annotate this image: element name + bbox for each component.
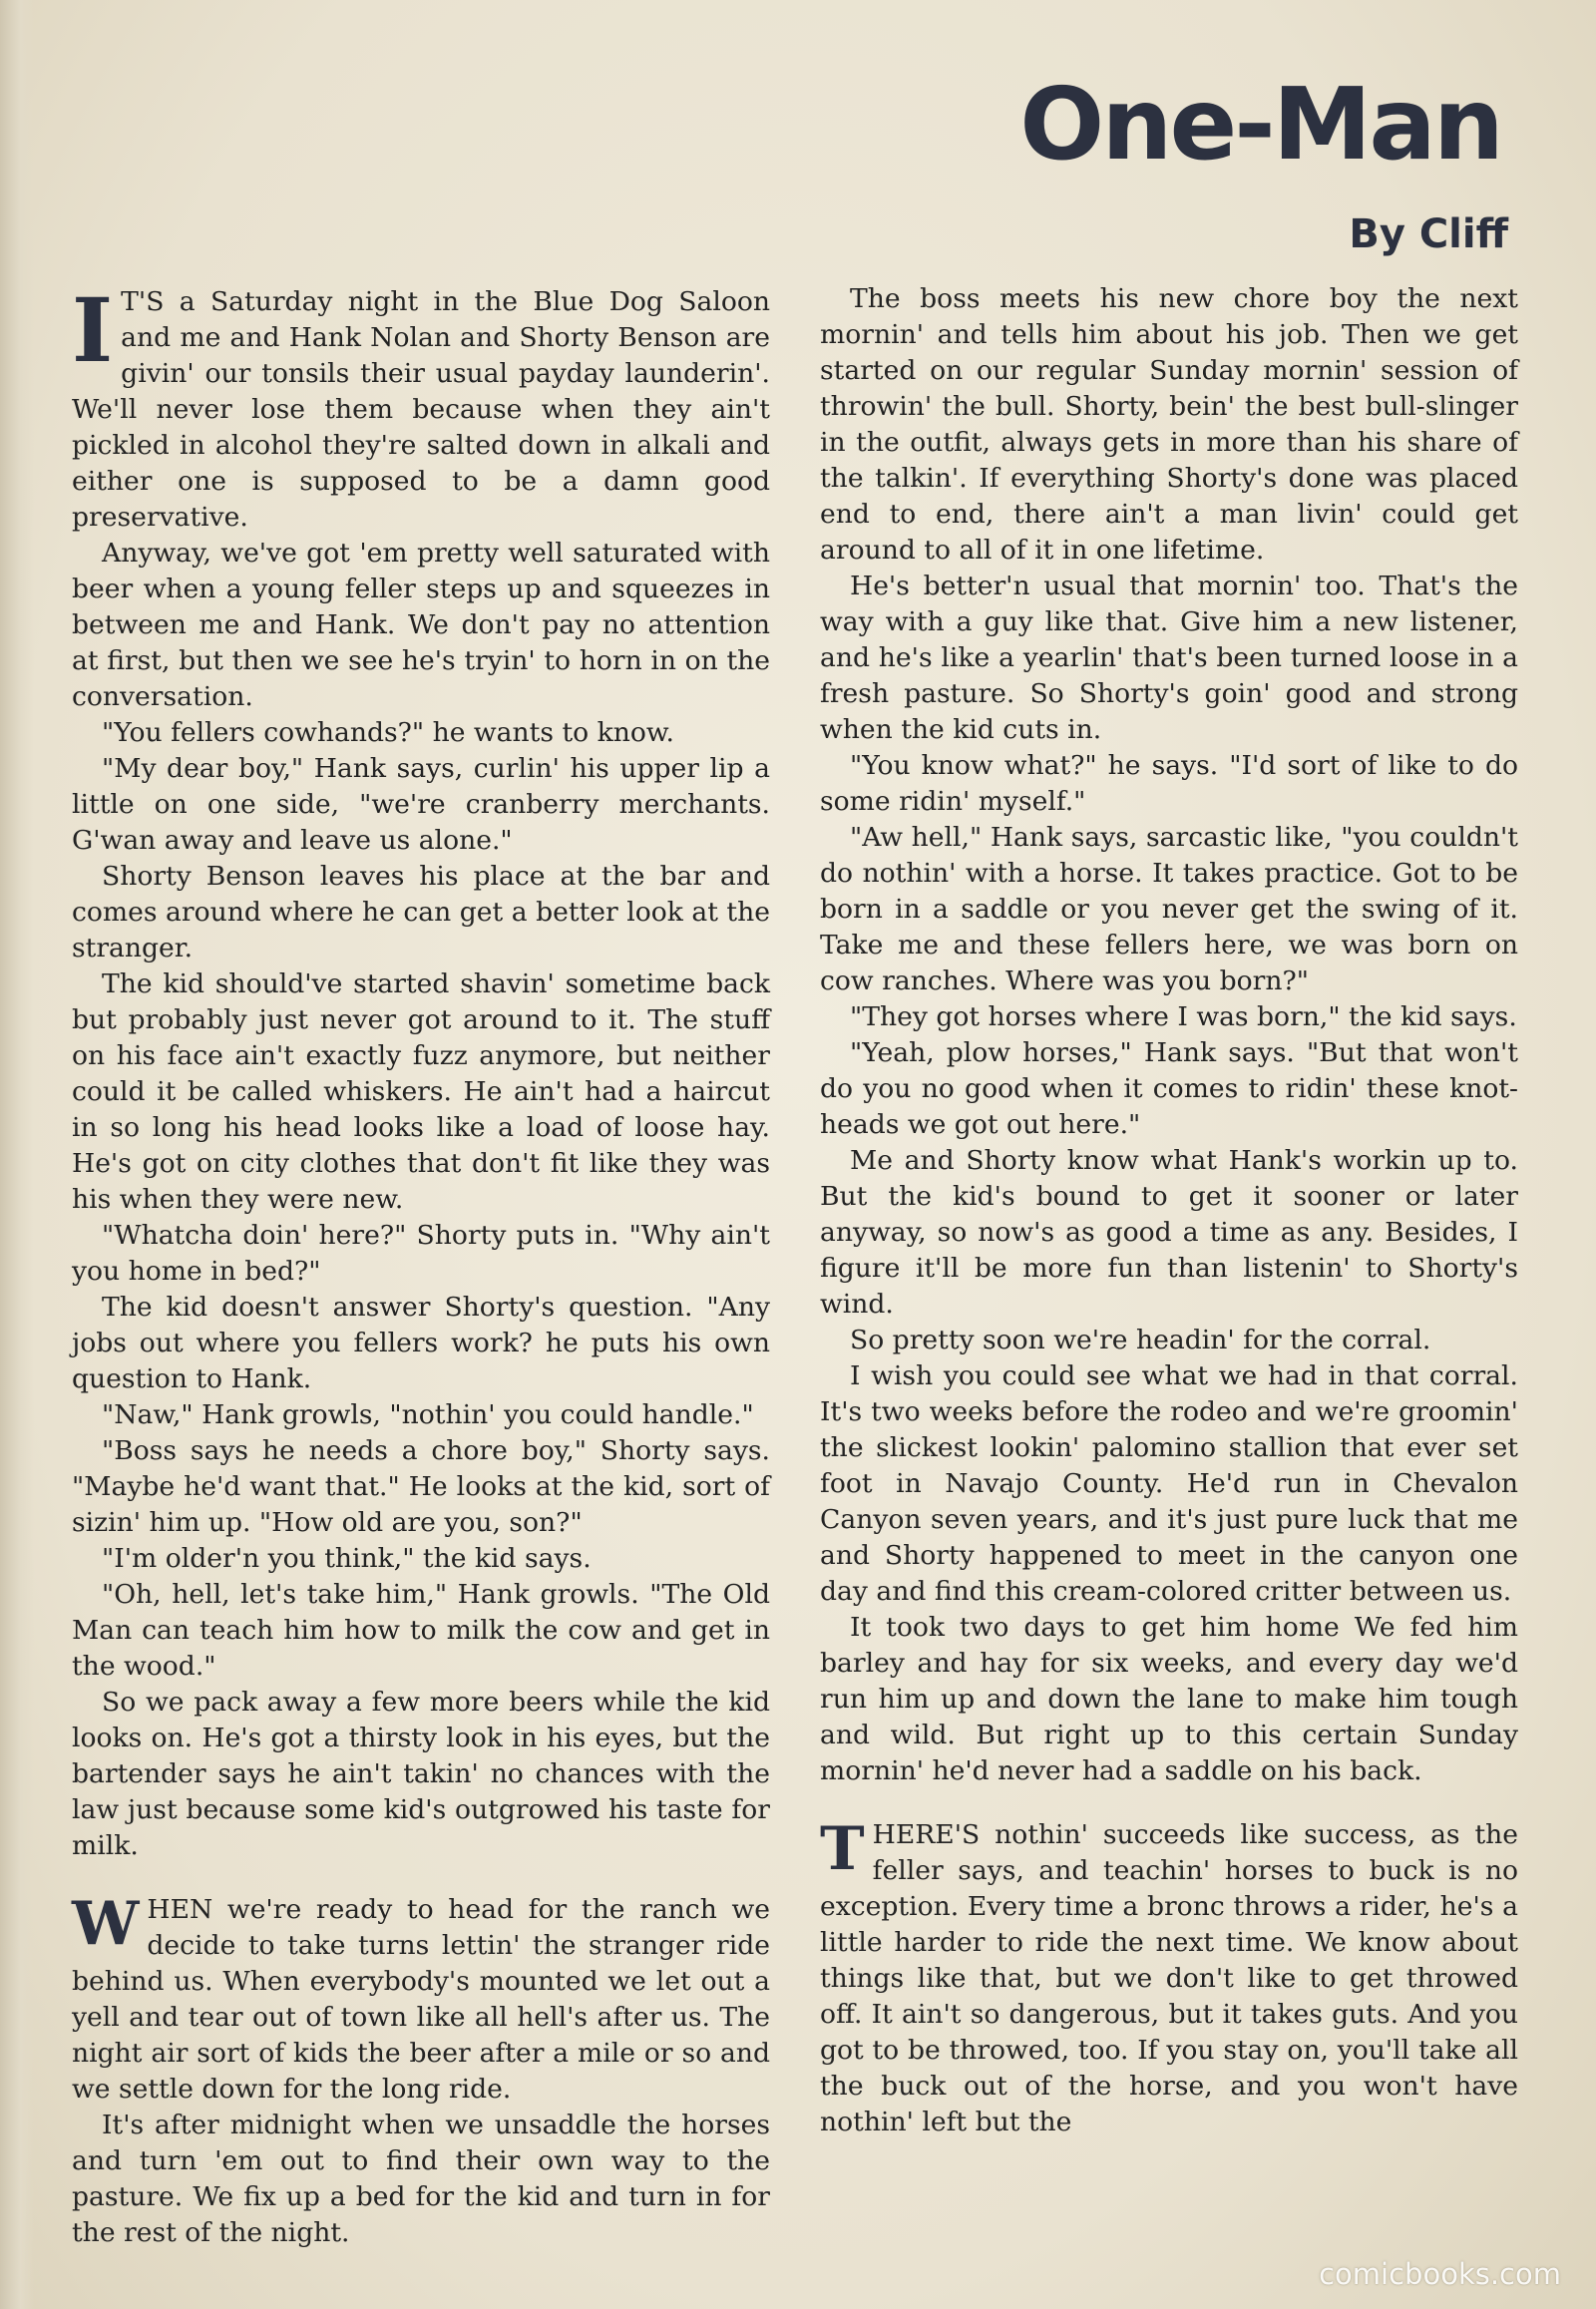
lead-in: HERE'S [872, 1819, 981, 1850]
page-spine-shadow [0, 0, 34, 2309]
paragraph: The boss meets his new chore boy the next mornin' and tells him about his job. Then we get started on our regular Sunday mornin' session of throwin' the bull. Shorty, bein' the best bull-slinger in the outfit, always gets in more than his share of the talkin'. If everything Shorty's done was placed end to end, there ain't a man livin' could get around to all of it in one lifetime. [820, 283, 1518, 566]
paragraph: It's after midnight when we unsaddle the horses and turn 'em out to find their own way to the pasture. We fix up a bed for the kid and turn in for the rest of the night. [72, 2110, 770, 2248]
paragraph: "Oh, hell, let's take him," Hank growls. "The Old Man can teach him how to milk the cow and get in the wood." [72, 1579, 770, 1682]
paragraph [72, 278, 770, 536]
paragraph-text: we're ready to head for the ranch we decide to take turns lettin' the stranger ride behind us. When everybody's mounted we let out a yell and tear out of town like all hell's after us. The night air sort of kids the beer after a mile or so and we settle down for the long ride. [72, 1894, 770, 2105]
story-title: One-Man [1019, 66, 1501, 183]
paragraph-text: nothin' succeeds like success, as the feller says, and teachin' horses to buck is no exception. Every time a bronc throws a rider, he's a little harder to ride the next time. We know about things like that, but we don't like to get throwed off. It ain't so dangerous, but it takes guts. And you got to be throwed, too. If you stay on, you'll take all the buck out of the horse, and you won't have nothin' left but the [820, 1819, 1518, 2137]
paragraph: So pretty soon we're headin' for the corral. [850, 1325, 1431, 1355]
paragraph: It took two days to get him home We fed him barley and hay for six weeks, and every day we'd run him up and down the lane to make him tough and wild. But right up to this certain Sunday mornin' he'd never had a saddle on his back. [820, 1612, 1518, 1786]
section-break [820, 1789, 1518, 1817]
text-column-right [820, 281, 1518, 2140]
drop-cap: T [820, 1814, 865, 1884]
paragraph: Anyway, we've got 'em pretty well saturated with beer when a young feller steps up and squeezes in between me and Hank. We don't pay no attention at first, but then we see he's tryin' to horn in on the conversation. [72, 538, 770, 712]
paragraph: "Aw hell," Hank says, sarcastic like, "you couldn't do nothin' with a horse. It takes practice. Got to be born in a saddle or you never get the swing of it. Take me and these fellers here, we was born on cow ranches. Where was you born?" [820, 822, 1518, 996]
paragraph: "You fellers cowhands?" he wants to know. [102, 717, 674, 748]
drop-cap: W [72, 1889, 140, 1959]
paragraph: "They got horses where I was born," the kid says. [850, 1001, 1517, 1032]
paragraph [820, 1814, 1518, 2140]
paragraph: "You know what?" he says. "I'd sort of like to do some ridin' myself." [820, 750, 1518, 817]
paragraph: "Boss says he needs a chore boy," Shorty says. "Maybe he'd want that." He looks at the kid, sort of sizin' him up. "How old are you, son?" [72, 1435, 770, 1538]
section-break [72, 1864, 770, 1892]
paragraph: He's better'n usual that mornin' too. That's the way with a guy like that. Give him a new listener, and he's like a yearlin' that's been turned loose in a fresh pasture. So Shorty's goin' good and strong when the kid cuts in. [820, 571, 1518, 745]
drop-cap: I [72, 278, 114, 382]
lead-in: T'S [121, 286, 165, 317]
paragraph-text: a Saturday night in the Blue Dog Saloon and me and Hank Nolan and Shorty Benson are givin' our tonsils their usual payday launderin'. We'll never lose them because when they ain't pickled in alcohol they're salted down in alkali and either one is supposed to be a damn good preservative. [72, 286, 770, 533]
paragraph: Shorty Benson leaves his place at the bar and comes around where he can get a better look at the stranger. [72, 861, 770, 963]
paragraph: "Yeah, plow horses," Hank says. "But that won't do you no good when it comes to ridin' these knot-heads we got out here." [820, 1037, 1518, 1140]
paragraph: I wish you could see what we had in that corral. It's two weeks before the rodeo and we're groomin' the slickest lookin' palomino stallion that ever set foot in Navajo County. He'd run in Chevalon Canyon seven years, and it's just pure luck that me and Shorty happened to meet in the canyon one day and find this cream-colored critter between us. [820, 1360, 1518, 1607]
paragraph [72, 1889, 770, 2108]
paragraph: The kid doesn't answer Shorty's question. "Any jobs out where you fellers work? he puts his own question to Hank. [72, 1292, 770, 1394]
author-byline: By Cliff [1349, 211, 1508, 257]
paragraph: So we pack away a few more beers while the kid looks on. He's got a thirsty look in his eyes, but the bartender says he ain't takin' no chances with the law just because some kid's outgrowed his taste for milk. [72, 1687, 770, 1861]
paragraph: "I'm older'n you think," the kid says. [102, 1543, 592, 1574]
paragraph: The kid should've started shavin' sometime back but probably just never got around to it. The stuff on his face ain't exactly fuzz anymore, but neither could it be called whiskers. He ain't had a haircut in so long his head looks like a load of loose hay. He's got on city clothes that don't fit like they was his when they were new. [72, 968, 770, 1215]
watermark: comicbooks.com [1319, 2257, 1561, 2291]
paragraph: "Naw," Hank growls, "nothin' you could handle." [102, 1399, 754, 1430]
paragraph: Me and Shorty know what Hank's workin up to. But the kid's bound to get it sooner or later anyway, so now's as good a time as any. Besides, I figure it'll be more fun than listenin' to Shorty's wind. [820, 1145, 1518, 1320]
lead-in: HEN [147, 1894, 213, 1925]
paragraph: "Whatcha doin' here?" Shorty puts in. "Why ain't you home in bed?" [72, 1220, 770, 1287]
text-column-left [72, 278, 770, 2251]
paragraph: "My dear boy," Hank says, curlin' his upper lip a little on one side, "we're cranberry merchants. G'wan away and leave us alone." [72, 753, 770, 856]
